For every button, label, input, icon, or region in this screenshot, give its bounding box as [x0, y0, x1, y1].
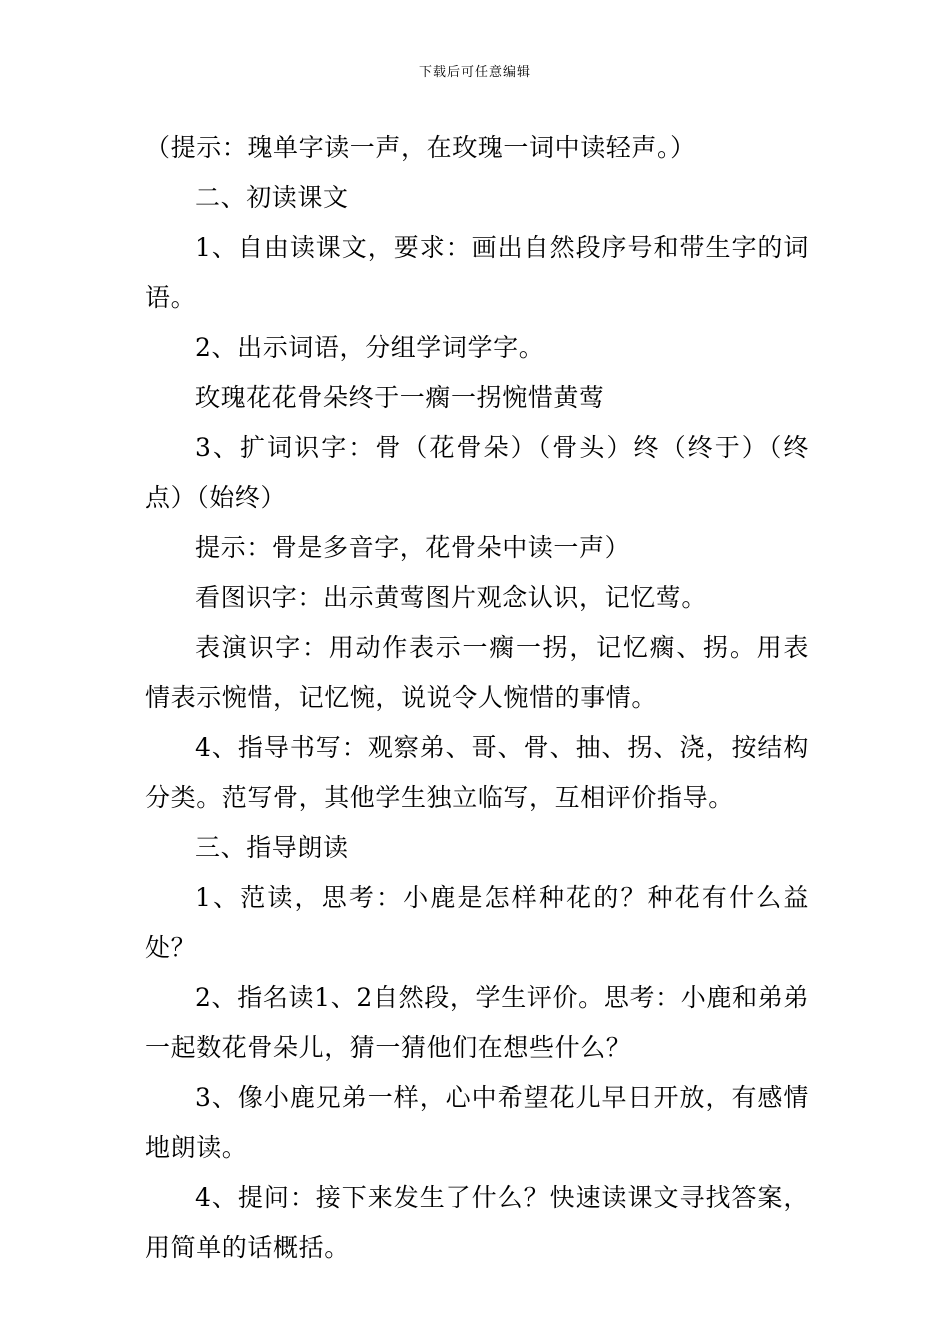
- paragraph-free-reading: 1、自由读课文，要求：画出自然段序号和带生字的词语。: [145, 233, 809, 312]
- paragraph-word-list: 玫瑰花花骨朵终于一瘸一拐惋惜黄莺: [195, 383, 605, 412]
- page-header: 下载后可任意编辑: [418, 65, 531, 80]
- paragraph-question: 4、提问：接下来发生了什么？快速读课文寻找答案，用简单的话概括。: [145, 1183, 809, 1262]
- section-heading-first-reading: 二、初读课文: [195, 183, 349, 212]
- paragraph-hint-gui: （提示：瑰单字读一声，在玫瑰一词中读轻声。）: [145, 133, 696, 162]
- document-body: [145, 123, 809, 1273]
- paragraph-model-reading: 1、范读，思考：小鹿是怎样种花的？种花有什么益处？: [145, 883, 809, 962]
- section-heading-reading-aloud: 三、指导朗读: [195, 833, 349, 862]
- paragraph-expand-words: 3、扩词识字：骨（花骨朵）（骨头）终（终于）（终点）（始终）: [145, 433, 809, 512]
- paragraph-emotional-reading: 3、像小鹿兄弟一样，心中希望花儿早日开放，有感情地朗读。: [145, 1083, 809, 1162]
- paragraph-picture-literacy: 看图识字：出示黄莺图片观念认识，记忆莺。: [195, 583, 708, 612]
- paragraph-writing-guidance: 4、指导书写：观察弟、哥、骨、抽、拐、浇，按结构分类。范写骨，其他学生独立临写，互相评价指导。: [145, 733, 809, 812]
- paragraph-named-reading: 2、指名读1、2自然段，学生评价。思考：小鹿和弟弟一起数花骨朵儿，猜一猜他们在想些什么？: [145, 983, 809, 1062]
- paragraph-show-words: 2、出示词语，分组学词学字。: [195, 333, 545, 362]
- paragraph-performance-literacy: 表演识字：用动作表示一瘸一拐，记忆瘸、拐。用表情表示惋惜，记忆惋，说说令人惋惜的事情。: [145, 633, 809, 712]
- paragraph-hint-gu: 提示：骨是多音字，花骨朵中读一声）: [195, 533, 631, 562]
